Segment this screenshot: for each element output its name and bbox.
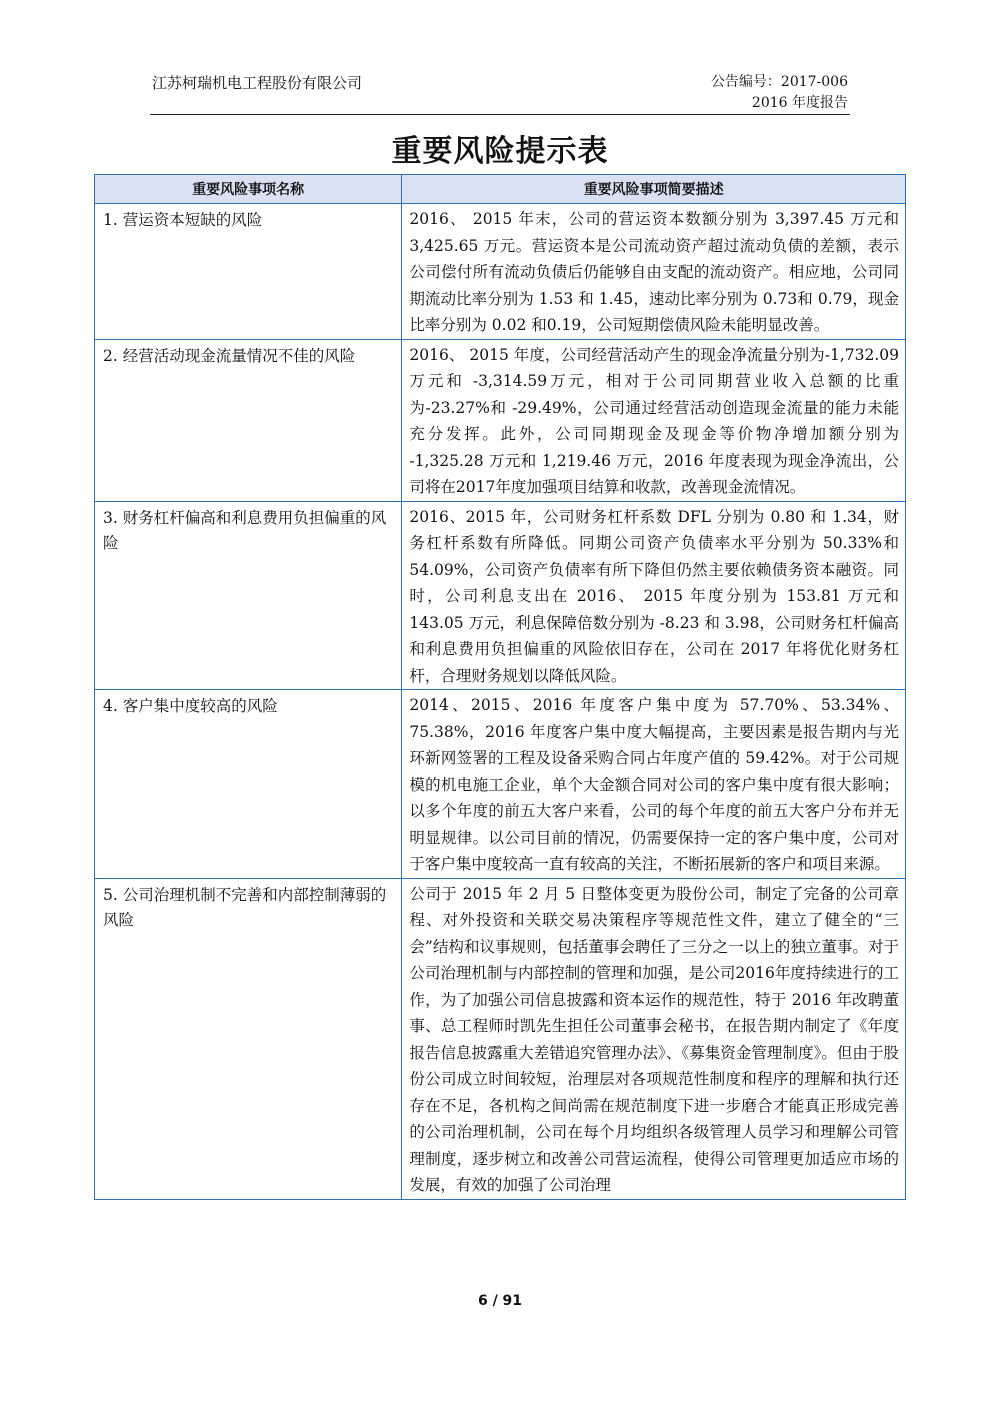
header-right [711, 72, 848, 114]
risk-table [94, 174, 906, 1200]
risk-name: 3. 财务杠杆偏高和利息费用负担偏重的风险 [95, 501, 402, 690]
announcement-number: 公告编号：2017-006 [710, 74, 848, 90]
risk-description: 2016、 2015 年度，公司经营活动产生的现金净流量分别为-1,732.09万元和 -3,314.59万元，相对于公司同期营业收入总额的比重为-23.27%和 -29.49%，公司通过经营活动创造现金流量的能力未能充分发挥。此外，公司同期现金及现金等价物净增加额分别为 -1,325.28 万元和 1,219.46 万元，2016 年度表现为现金净流出，公司将在2017年度加强项目结算和收款，改善现金流情况。 [402, 339, 906, 501]
page-number: 6 / 91 [477, 1293, 523, 1309]
header-risk-name: 重要风险事项名称 [95, 175, 402, 204]
table-row [95, 690, 906, 879]
risk-name: 2. 经营活动现金流量情况不佳的风险 [95, 339, 402, 501]
table-row [95, 501, 906, 690]
risk-description: 2016、 2015 年末，公司的营运资本数额分别为 3,397.45 万元和 3,425.65 万元。营运资本是公司流动资产超过流动负债的差额，表示公司偿付所有流动负债后仍能够自由支配的流动资产。相应地，公司同期流动比率分别为 1.53 和 1.45，速动比率分别为 0.73和 0.79，现金比率分别为 0.02 和0.19，公司短期偿债风险未能明显改善。 [402, 204, 906, 340]
risk-description: 公司于 2015 年 2 月 5 日整体变更为股份公司，制定了完备的公司章程、对外投资和关联交易决策程序等规范性文件，建立了健全的“三会”结构和议事规则，包括董事会聘任了三分之一以上的独立董事。对于公司治理机制与内部控制的管理和加强，是公司2016年度持续进行的工作，为了加强公司信息披露和资本运作的规范性，特于 2016 年改聘董事、总工程师时凯先生担任公司董事会秘书，在报告期内制定了《年度报告信息披露重大差错追究管理办法》、《募集资金管理制度》。但由于股份公司成立时间较短，治理层对各项规范性制度和程序的理解和执行还存在不足，各机构之间尚需在规范制度下进一步磨合才能真正形成完善的公司治理机制，公司在每个月均组织各级管理人员学习和理解公司管理制度，逐步树立和改善公司营运流程，使得公司管理更加适应市场的发展，有效的加强了公司治理 [402, 878, 906, 1199]
report-name: 2016 年度报告 [751, 95, 848, 111]
risk-name: 4. 客户集中度较高的风险 [95, 690, 402, 879]
risk-name: 5. 公司治理机制不完善和内部控制薄弱的风险 [95, 878, 402, 1199]
table-row [95, 204, 906, 340]
table-header-row [95, 175, 906, 204]
header-risk-description: 重要风险事项简要描述 [402, 175, 906, 204]
risk-name: 1. 营运资本短缺的风险 [95, 204, 402, 340]
table-row [95, 339, 906, 501]
company-name: 江苏柯瑞机电工程股份有限公司 [152, 74, 363, 92]
risk-description: 2016、2015 年，公司财务杠杆系数 DFL 分别为 0.80 和 1.34，财务杠杆系数有所降低。同期公司资产负债率水平分别为 50.33%和 54.09%，公司资产负债率有所下降但仍然主要依赖债务资本融资。同时，公司利息支出在 2016、 2015 年度分别为 153.81 万元和 143.05 万元，利息保障倍数分别为 -8.23 和 3.98，公司财务杠杆偏高和利息费用负担偏重的风险依旧存在，公司在 2017 年将优化财务杠杆，合理财务规划以降低风险。 [402, 501, 906, 690]
table-row [95, 878, 906, 1199]
page-title: 重要风险提示表 [391, 134, 609, 169]
risk-description: 2014、2015、2016 年度客户集中度为 57.70%、53.34%、75.38%，2016 年度客户集中度大幅提高，主要因素是报告期内与光环新网签署的工程及设备采购合同占年度产值的 59.42%。对于公司规模的机电施工企业，单个大金额合同对公司的客户集中度有很大影响；以多个年度的前五大客户来看，公司的每个年度的前五大客户分布并无明显规律。以公司目前的情况，仍需要保持一定的客户集中度，公司对于客户集中度较高一直有较高的关注，不断拓展新的客户和项目来源。 [402, 690, 906, 879]
header-rule [150, 114, 850, 115]
